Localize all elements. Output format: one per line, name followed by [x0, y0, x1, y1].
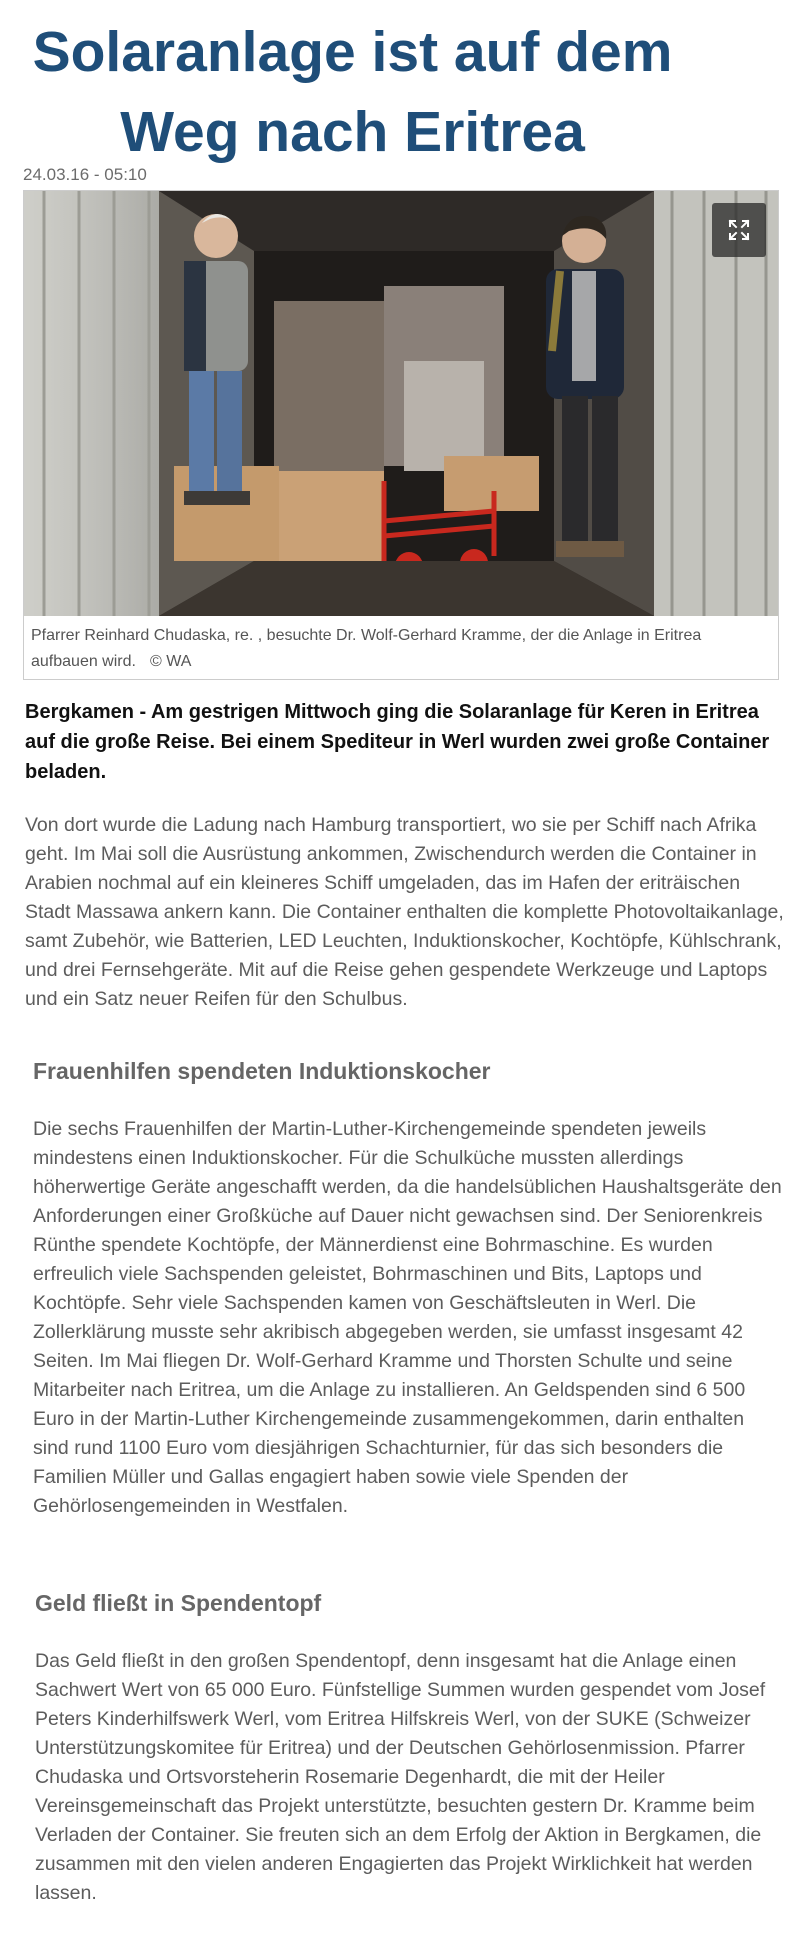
- article-lead: Bergkamen - Am gestrigen Mittwoch ging die Solaranlage für Keren in Eritrea auf die große Reise. Bei einem Spediteur in Werl wurden zwei große Container beladen.: [25, 701, 770, 783]
- caption-text: Pfarrer Reinhard Chudaska, re. , besuchte Dr. Wolf-Gerhard Kramme, der die Anlage in Eritrea aufbauen wird.: [31, 627, 702, 670]
- publish-date: 24.03.16 - 05:10: [23, 165, 147, 184]
- container-photo[interactable]: [24, 191, 778, 616]
- article-paragraph: Von dort wurde die Ladung nach Hamburg transportiert, wo sie per Schiff nach Afrika geht. Im Mai soll die Ausrüstung ankommen, Zwischendurch werden die Container in Arabien nochmal auf ein kleineres Schiff umgeladen, das im Hafen der eriträischen Stadt Massawa ankern kann. Die Container enthalten die komplette Photovoltaikanlage, samt Zubehör, wie Batterien, LED Leuchten, Induktionskocher, Kochtöpfe, Kühlschrank, und drei Fernsehgeräte. Mit auf die Reise gehen gespendete Werkzeuge und Laptops und ein Satz neuer Reifen für den Schulbus.: [25, 814, 784, 1010]
- section-paragraph: Das Geld fließt in den großen Spendentopf, denn insgesamt hat die Anlage einen Sachwert Wert von 65 000 Euro. Fünfstellige Summen wurden gespendet vom Josef Peters Kinderhilfswerk Werl, vom Eritrea Hilfskreis Werl, von der SUKE (Schweizer Unterstützungskomitee für Eritrea) und der Deutschen Gehörlosenmission. Pfarrer Chudaska und Ortsvorsteherin Rosemarie Degenhardt, die mit der Heiler Vereinsgemeinschaft das Projekt unterstützte, besuchten gestern Dr. Kramme beim Verladen der Container. Sie freuten sich an dem Erfolg der Aktion in Bergkamen, die zusammen mit den vielen anderen Engagierten das Projekt Wirklichkeit hat werden lassen.: [35, 1650, 766, 1904]
- expand-arrows-icon: [728, 219, 750, 241]
- section-heading: Geld fließt in Spendentopf: [35, 1590, 322, 1616]
- section-heading: Frauenhilfen spendeten Induktionskocher: [33, 1058, 491, 1084]
- expand-image-button[interactable]: [712, 203, 766, 257]
- article-figure: [23, 190, 779, 680]
- image-caption: [31, 623, 769, 675]
- photo-credit: © WA: [149, 653, 192, 670]
- article-headline: Solaranlage ist auf dem Weg nach Eritrea: [32, 20, 673, 164]
- section-paragraph: Die sechs Frauenhilfen der Martin-Luther-Kirchengemeinde spendeten jeweils mindestens einen Induktionskocher. Für die Schulküche mussten allerdings höherwertige Geräte angeschafft werden, da die handelsüblichen Haushaltsgeräte den Anforderungen einer Großküche auf Dauer nicht gewachsen sind. Der Seniorenkreis Rünthe spendete Kochtöpfe, der Männerdienst eine Bohrmaschine. Es wurden erfreulich viele Sachspenden geleistet, Bohrmaschinen und Bits, Laptops und Kochtöpfe. Sehr viele Sachspenden kamen von Geschäftsleuten in Werl. Die Zollerklärung musste sehr akribisch abgegeben werden, sie umfasst insgesamt 42 Seiten. Im Mai fliegen Dr. Wolf-Gerhard Kramme und Thorsten Schulte und seine Mitarbeiter nach Eritrea, um die Anlage zu installieren. An Geldspenden sind 6 500 Euro in der Martin-Luther Kirchengemeinde zusammengekommen, darin enthalten sind rund 1100 Euro vom diesjährigen Schachturnier, für das sich besonders die Familien Müller und Gallas engagiert haben sowie viele Spenden der Gehörlosengemeinden in Westfalen.: [33, 1118, 782, 1517]
